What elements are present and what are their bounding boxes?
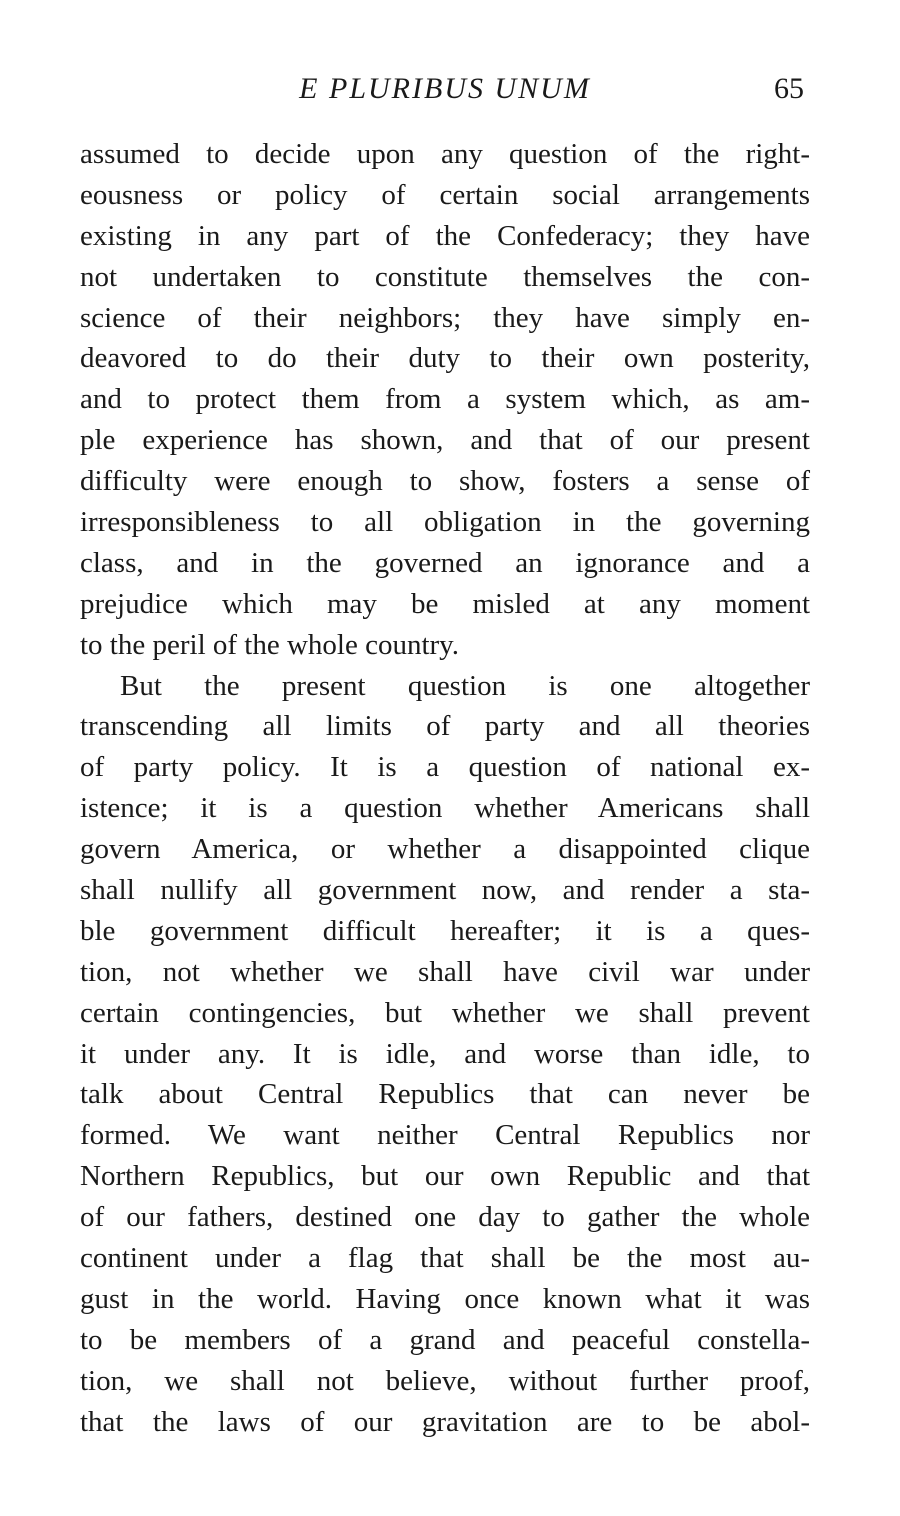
text-line: gust in the world. Having once known what it was bbox=[80, 1282, 810, 1315]
text-line: and to protect them from a system which, as am- bbox=[80, 383, 810, 416]
text-line: formed. We want neither Central Republics nor bbox=[80, 1119, 810, 1152]
paragraph-end-line: to the peril of the whole country. bbox=[80, 628, 460, 661]
text-line: irresponsibleness to all obligation in the governing bbox=[80, 506, 810, 539]
text-line: assumed to decide upon any question of the right- bbox=[80, 138, 810, 170]
text-line: prejudice which may be misled at any moment bbox=[80, 587, 810, 620]
text-line: ple experience has shown, and that of our present bbox=[80, 424, 810, 457]
text-line: that the laws of our gravitation are to be abol- bbox=[80, 1405, 810, 1438]
text-line: difficulty were enough to show, fosters a sense of bbox=[80, 465, 810, 498]
text-line: deavored to do their duty to their own posterity, bbox=[80, 342, 810, 375]
text-line: Northern Republics, but our own Republic and that bbox=[80, 1160, 810, 1193]
text-line: talk about Central Republics that can never be bbox=[80, 1078, 810, 1111]
text-line: of our fathers, destined one day to gather the whole bbox=[80, 1201, 810, 1234]
running-head bbox=[80, 72, 810, 112]
text-line: class, and in the governed an ignorance and a bbox=[80, 546, 810, 579]
text-line: govern America, or whether a disappointed clique bbox=[80, 833, 810, 866]
text-line: shall nullify all government now, and render a sta- bbox=[80, 874, 810, 907]
text-line: to be members of a grand and peaceful constella- bbox=[80, 1323, 810, 1356]
running-title: E PLURIBUS UNUM bbox=[299, 72, 591, 105]
text-line: tion, not whether we shall have civil war under bbox=[80, 955, 810, 988]
body-text bbox=[80, 134, 810, 1443]
text-line: tion, we shall not believe, without further proof, bbox=[80, 1364, 810, 1397]
text-line: eousness or policy of certain social arrangements bbox=[80, 178, 810, 211]
text-line: ble government difficult hereafter; it is a ques- bbox=[80, 914, 810, 947]
page-number: 65 bbox=[774, 72, 804, 105]
text-line: istence; it is a question whether Americans shall bbox=[80, 792, 810, 825]
paragraph-start-line: But the present question is one altogether bbox=[120, 669, 810, 702]
text-line: not undertaken to constitute themselves the con- bbox=[80, 260, 810, 293]
text-line: continent under a flag that shall be the most au- bbox=[80, 1242, 810, 1275]
text-line: transcending all limits of party and all theories bbox=[80, 710, 810, 743]
text-line: it under any. It is idle, and worse than idle, to bbox=[80, 1037, 810, 1070]
text-line: science of their neighbors; they have simply en- bbox=[80, 301, 810, 334]
text-line: certain contingencies, but whether we shall prevent bbox=[80, 996, 810, 1029]
text-line: of party policy. It is a question of national ex- bbox=[80, 751, 810, 784]
text-line: existing in any part of the Confederacy; they have bbox=[80, 219, 810, 252]
